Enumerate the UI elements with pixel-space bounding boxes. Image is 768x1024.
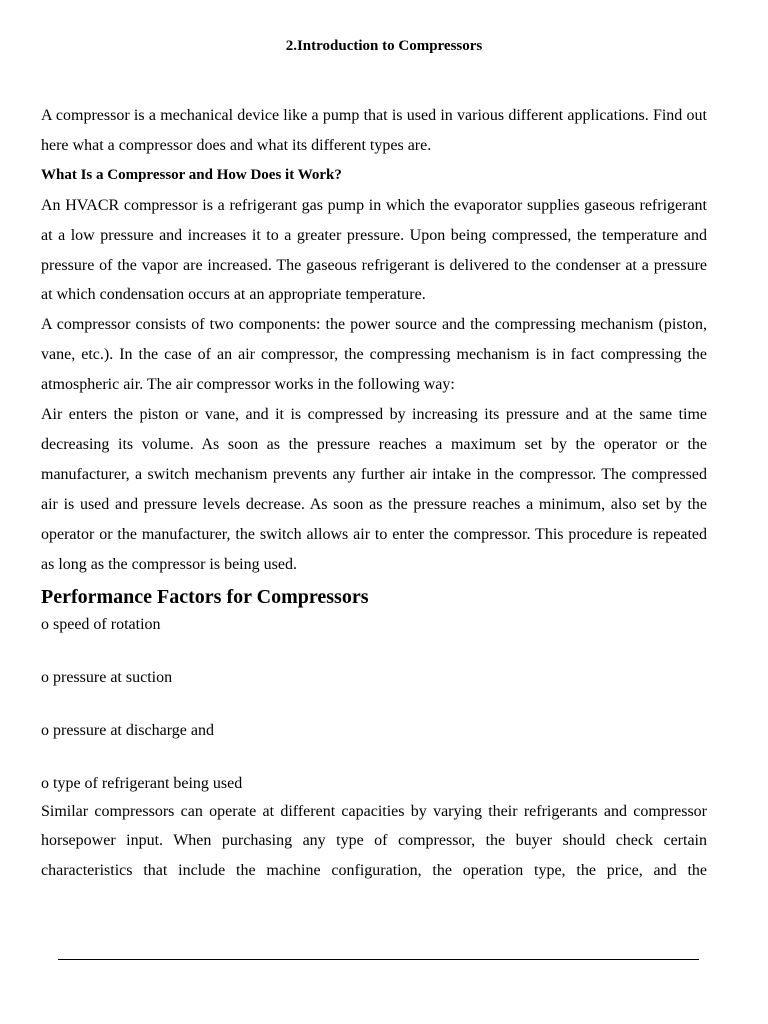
closing-paragraph: Similar compressors can operate at different capacities by varying their refrigerants and compressor horsepower input. When purchasing any type of compressor, the buyer should check certain characteristics that include the machine configuration, the operation type, the price, and the [41, 802, 707, 880]
list-item: o pressure at suction [41, 668, 173, 686]
paragraph-air-compressor-operation: Air enters the piston or vane, and it is compressed by increasing its pressure and at the same time decreasing its volume. As soon as the pressure reaches a maximum set by the operator or the manufacturer, a switch mechanism prevents any further air intake in the compressor. The compressed air is used and pressure levels decrease. As soon as the pressure reaches a minimum, also set by the operator or the manufacturer, the switch allows air to enter the compressor. This procedure is repeated as long as the compressor is being used. [41, 406, 707, 573]
paragraph-hvacr-compressor: An HVACR compressor is a refrigerant gas pump in which the evaporator supplies gaseous refrigerant at a low pressure and increases it to a greater pressure. Upon being compressed, the temperature and pressure of the vapor are increased. The gaseous refrigerant is delivered to the condenser at a pressure at which condensation occurs at an appropriate temperature. [41, 196, 707, 304]
intro-paragraph: A compressor is a mechanical device like a pump that is used in various different applications. Find out here what a compressor does and what its different types are. [41, 107, 707, 154]
list-item: o type of refrigerant being used [41, 774, 243, 792]
list-item: o pressure at discharge and [41, 721, 214, 739]
list-item: o speed of rotation [41, 615, 161, 633]
section-subheading: What Is a Compressor and How Does it Work? [41, 166, 342, 183]
page-title: 2.Introduction to Compressors [285, 38, 483, 54]
paragraph-compressor-components: A compressor consists of two components: the power source and the compressing mechanism (piston, vane, etc.). In the case of an air compressor, the compressing mechanism is in fact compressing the atmospheric air. The air compressor works in the following way: [41, 316, 707, 394]
performance-factors-heading: Performance Factors for Compressors [41, 585, 369, 608]
document-body [41, 101, 707, 886]
performance-factors-list [41, 612, 707, 797]
footer-divider [58, 959, 699, 960]
